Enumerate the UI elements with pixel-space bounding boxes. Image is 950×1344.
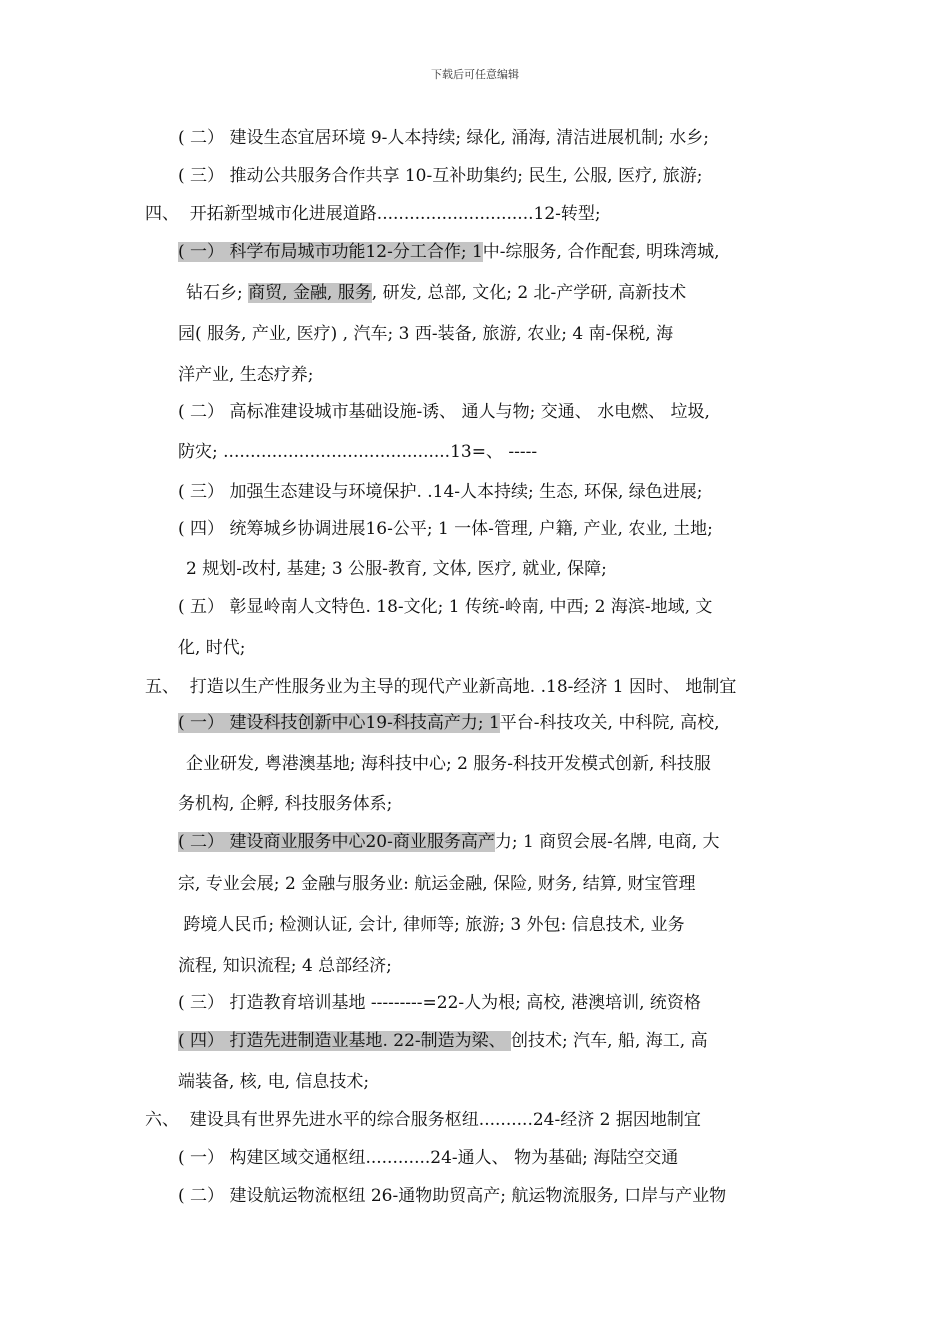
text-line bbox=[145, 202, 601, 226]
line-text: ( 五） 彰显岭南人文特色. 18-文化; 1 传统-岭南, 中西; 2 海滨-地域, 文 bbox=[178, 597, 713, 617]
text-line bbox=[178, 711, 720, 735]
line-text: ( 三） 推动公共服务合作共享 10-互补助集约; 民生, 公服, 医疗, 旅游; bbox=[178, 166, 703, 186]
text-line bbox=[178, 1029, 708, 1053]
line-text: 流程, 知识流程; 4 总部经济; bbox=[178, 956, 392, 976]
line-text: 2 规划-改村, 基建; 3 公服-教育, 文体, 医疗, 就业, 保障; bbox=[186, 559, 607, 579]
line-text: 五、 打造以生产性服务业为主导的现代产业新高地. .18-经济 1 因时、 地制宜 bbox=[145, 677, 737, 697]
line-text: 化, 时代; bbox=[178, 638, 246, 658]
text-line bbox=[178, 240, 720, 264]
text-line bbox=[178, 792, 392, 816]
line-text: 平台-科技攻关, 中科院, 高校, bbox=[499, 713, 720, 733]
text-line bbox=[178, 1070, 369, 1094]
text-line bbox=[186, 281, 686, 305]
line-text: 四、 开拓新型城市化进展道路.............................12-转型; bbox=[145, 204, 601, 224]
line-text: 创技术; 汽车, 船, 海工, 高 bbox=[511, 1031, 708, 1051]
highlighted-text: ( 四） 打造先进制造业基地. 22-制造为梁、 bbox=[178, 1031, 512, 1051]
line-text: ( 三） 打造教育培训基地 ---------=22-人为根; 高校, 港澳培训, 统资格 bbox=[178, 993, 701, 1013]
line-text: 洋产业, 生态疗养; bbox=[178, 365, 314, 385]
line-text: ( 四） 统筹城乡协调进展16-公平; 1 一体-管理, 户籍, 产业, 农业, 土地; bbox=[178, 519, 713, 539]
text-line bbox=[178, 991, 701, 1015]
text-line bbox=[186, 752, 711, 776]
highlighted-text: ( 二） 建设商业服务中心20-商业服务高产 bbox=[178, 832, 495, 852]
text-line bbox=[178, 480, 703, 504]
text-line bbox=[178, 636, 246, 660]
text-line bbox=[178, 126, 709, 150]
text-line bbox=[178, 913, 685, 937]
line-text: ( 二） 建设生态宜居环境 9-人本持续; 绿化, 涌海, 清洁进展机制; 水乡; bbox=[178, 128, 710, 148]
line-text: 中-综服务, 合作配套, 明珠湾城, bbox=[482, 242, 720, 262]
line-text: 跨境人民币; 检测认证, 会计, 律师等; 旅游; 3 外包: 信息技术, 业务 bbox=[178, 915, 685, 935]
line-text: 钻石乡; bbox=[186, 283, 249, 303]
text-line bbox=[178, 400, 710, 424]
text-line bbox=[178, 517, 713, 541]
text-line bbox=[145, 1108, 701, 1132]
text-line bbox=[178, 872, 696, 896]
line-text: ( 一） 构建区域交通枢纽............24-通人、 物为基础; 海陆空交通 bbox=[178, 1148, 679, 1168]
text-line bbox=[178, 954, 392, 978]
page-header: 下载后可任意编辑 bbox=[431, 68, 519, 81]
text-line bbox=[178, 1146, 678, 1170]
line-text: 企业研发, 粤港澳基地; 海科技中心; 2 服务-科技开发模式创新, 科技服 bbox=[186, 754, 711, 774]
line-text: 六、 建设具有世界先进水平的综合服务枢纽..........24-经济 2 据因地制宜 bbox=[145, 1110, 701, 1130]
text-line bbox=[178, 363, 314, 387]
line-text: 园( 服务, 产业, 医疗) , 汽车; 3 西-装备, 旅游, 农业; 4 南-保税, 海 bbox=[178, 324, 674, 344]
line-text: ( 二） 建设航运物流枢纽 26-通物助贸高产; 航运物流服务, 口岸与产业物 bbox=[178, 1186, 727, 1206]
highlighted-text: ( 一） 科学布局城市功能12-分工合作; 1 bbox=[178, 242, 483, 262]
line-text: 宗, 专业会展; 2 金融与服务业: 航运金融, 保险, 财务, 结算, 财宝管理 bbox=[178, 874, 696, 894]
text-line bbox=[178, 164, 703, 188]
line-text: ( 二） 高标准建设城市基础设施-诱、 通人与物; 交通、 水电燃、 垃圾, bbox=[178, 402, 710, 422]
line-text: 防灾; ..........................................13=、 ----- bbox=[178, 442, 538, 462]
highlighted-text: 商贸, 金融, 服务 bbox=[248, 283, 372, 303]
line-text: , 研发, 总部, 文化; 2 北-产学研, 高新技术 bbox=[371, 283, 687, 303]
text-line bbox=[145, 675, 736, 699]
text-line bbox=[178, 322, 673, 346]
line-text: 端装备, 核, 电, 信息技术; bbox=[178, 1072, 370, 1092]
text-line bbox=[178, 830, 720, 854]
text-line bbox=[178, 1184, 726, 1208]
line-text: ( 三） 加强生态建设与环境保护. .14-人本持续; 生态, 环保, 绿色进展; bbox=[178, 482, 703, 502]
text-line bbox=[186, 557, 607, 581]
text-line bbox=[178, 440, 537, 464]
line-text: 力; 1 商贸会展-名牌, 电商, 大 bbox=[494, 832, 720, 852]
text-line bbox=[178, 595, 712, 619]
highlighted-text: ( 一） 建设科技创新中心19-科技高产力; 1 bbox=[178, 713, 500, 733]
line-text: 务机构, 企孵, 科技服务体系; bbox=[178, 794, 393, 814]
